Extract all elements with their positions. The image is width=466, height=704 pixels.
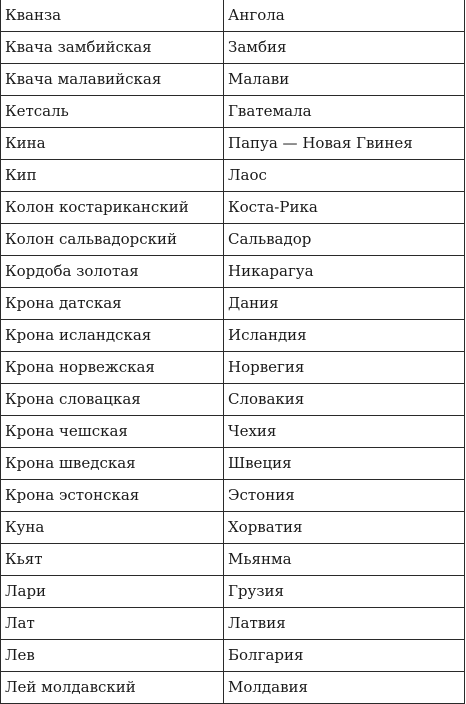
country-cell: Малави [224,64,465,96]
table-row [1,480,465,512]
currency-cell: Лей молдавский [1,672,224,704]
country-cell: Латвия [224,608,465,640]
country-cell: Исландия [224,320,465,352]
currency-cell: Лат [1,608,224,640]
country-cell: Молдавия [224,672,465,704]
currency-cell: Кетсаль [1,96,224,128]
country-cell: Словакия [224,384,465,416]
table-row [1,160,465,192]
country-cell: Грузия [224,576,465,608]
table-row [1,192,465,224]
country-cell: Чехия [224,416,465,448]
table-row [1,128,465,160]
country-cell: Дания [224,288,465,320]
currency-cell: Крона эстонская [1,480,224,512]
table-row [1,384,465,416]
table-row [1,288,465,320]
table-row [1,352,465,384]
table-row [1,224,465,256]
currency-cell: Колон сальвадорский [1,224,224,256]
table-row [1,64,465,96]
country-cell: Гватемала [224,96,465,128]
country-cell: Лаос [224,160,465,192]
currency-cell: Кванза [1,0,224,32]
table-row [1,96,465,128]
country-cell: Никарагуа [224,256,465,288]
country-cell: Болгария [224,640,465,672]
table-row [1,512,465,544]
table-row [1,640,465,672]
country-cell: Замбия [224,32,465,64]
currency-cell: Крона исландская [1,320,224,352]
country-cell: Сальвадор [224,224,465,256]
currency-cell: Колон костариканский [1,192,224,224]
currency-cell: Кьят [1,544,224,576]
country-cell: Папуа — Новая Гвинея [224,128,465,160]
table-row [1,0,465,32]
country-cell: Эстония [224,480,465,512]
currency-cell: Крона чешская [1,416,224,448]
table-row [1,576,465,608]
currency-cell: Лев [1,640,224,672]
currency-cell: Крона шведская [1,448,224,480]
country-cell: Ангола [224,0,465,32]
country-cell: Мьянма [224,544,465,576]
country-cell: Швеция [224,448,465,480]
currency-cell: Квача замбийская [1,32,224,64]
table-row [1,544,465,576]
currency-cell: Кордоба золотая [1,256,224,288]
currency-cell: Кип [1,160,224,192]
currency-cell: Лари [1,576,224,608]
table-row [1,256,465,288]
table-row [1,416,465,448]
table-row [1,32,465,64]
country-cell: Коста-Рика [224,192,465,224]
country-cell: Хорватия [224,512,465,544]
table-row [1,448,465,480]
currency-cell: Крона норвежская [1,352,224,384]
table-row [1,320,465,352]
currency-cell: Кина [1,128,224,160]
currency-cell: Крона датская [1,288,224,320]
table-row [1,608,465,640]
currency-cell: Куна [1,512,224,544]
table-row [1,672,465,704]
currency-cell: Квача малавийская [1,64,224,96]
table-body [1,0,465,704]
currency-cell: Крона словацкая [1,384,224,416]
country-cell: Норвегия [224,352,465,384]
